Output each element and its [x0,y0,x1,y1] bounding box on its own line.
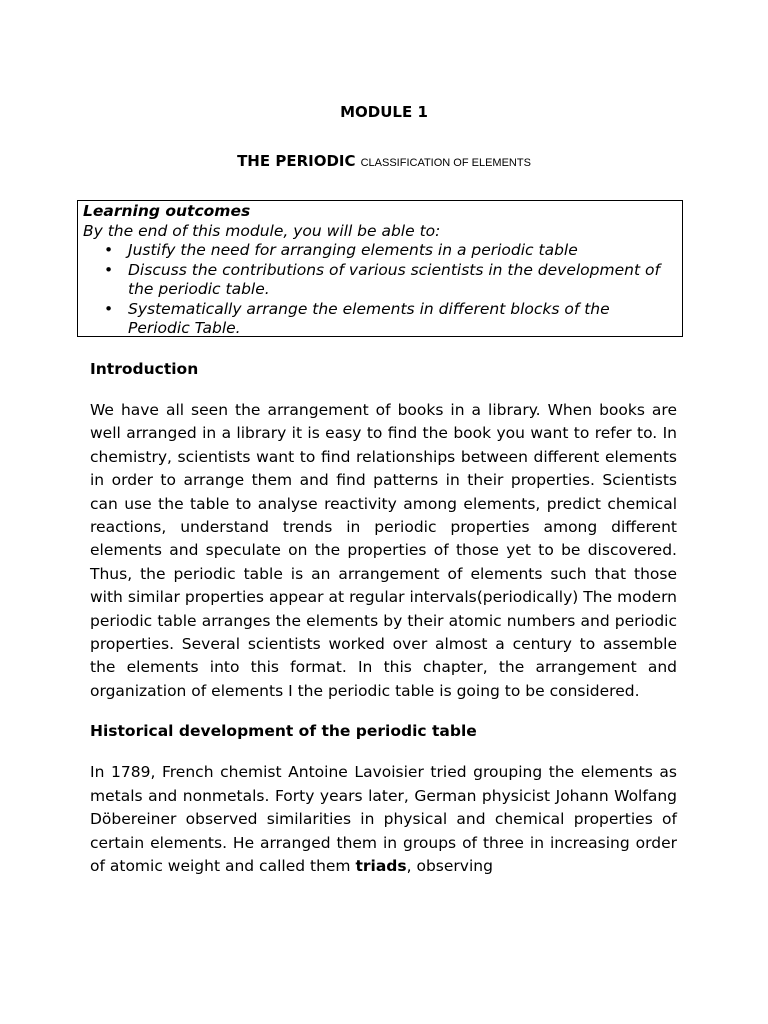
learning-outcomes-intro: By the end of this module, you will be able to: [83,221,441,240]
title-sub: CLASSIFICATION OF ELEMENTS [360,157,531,169]
module-label: MODULE 1 [340,103,428,121]
section-heading-historical-development: Historical development of the periodic table [90,722,477,741]
learning-outcome-text: Discuss the contributions of various scientists in the development of the periodic table. [128,260,660,298]
learning-outcome-text: Justify the need for arranging elements in a periodic table [128,241,578,259]
learning-outcome-item [104,260,676,300]
title-main: THE PERIODIC [237,152,356,170]
triads-term: triads [355,856,407,875]
learning-outcomes-list [83,241,676,339]
learning-outcome-item [104,299,676,339]
bullet-icon: • [104,260,114,279]
page-title [0,151,768,173]
learning-outcomes-box [77,200,683,337]
paragraph-text: In 1789, French chemist Antoine Lavoisier tried grouping the elements as metals and nonmetals. Forty years later, German physicist Johann Wolfang Döbereiner observed similarities in physical and chemical properties of certain elements. He arranged them in groups of three in increasing order of atomic weight and called them [90,763,677,875]
historical-development-paragraph [90,761,677,878]
paragraph-text: , observing [406,856,493,875]
section-heading-introduction: Introduction [90,360,199,378]
bullet-icon: • [104,299,114,318]
learning-outcome-item [104,241,676,261]
document-body [90,358,677,878]
introduction-paragraph: We have all seen the arrangement of books in a library. When books are well arranged in a library it is easy to find the book you want to refer to. In chemistry, scientists want to find relationships between different elements in order to arrange them and find patterns in their properties. Scientists can use the table to analyse reactivity among elements, predict chemical reactions, understand trends in periodic properties among different elements and speculate on the properties of those yet to be discovered. Thus, the periodic table is an arrangement of elements such that those with similar properties appear at regular intervals(periodically) The modern periodic table arranges the elements by their atomic numbers and periodic properties. Several scientists worked over almost a century to assemble the elements into this format. In this chapter, the arrangement and organization of elements I the periodic table is going to be considered. [90,401,677,700]
learning-outcome-text: Systematically arrange the elements in different blocks of the Periodic Table. [128,299,610,337]
learning-outcomes-heading: Learning outcomes [83,202,251,220]
bullet-icon: • [104,241,114,259]
